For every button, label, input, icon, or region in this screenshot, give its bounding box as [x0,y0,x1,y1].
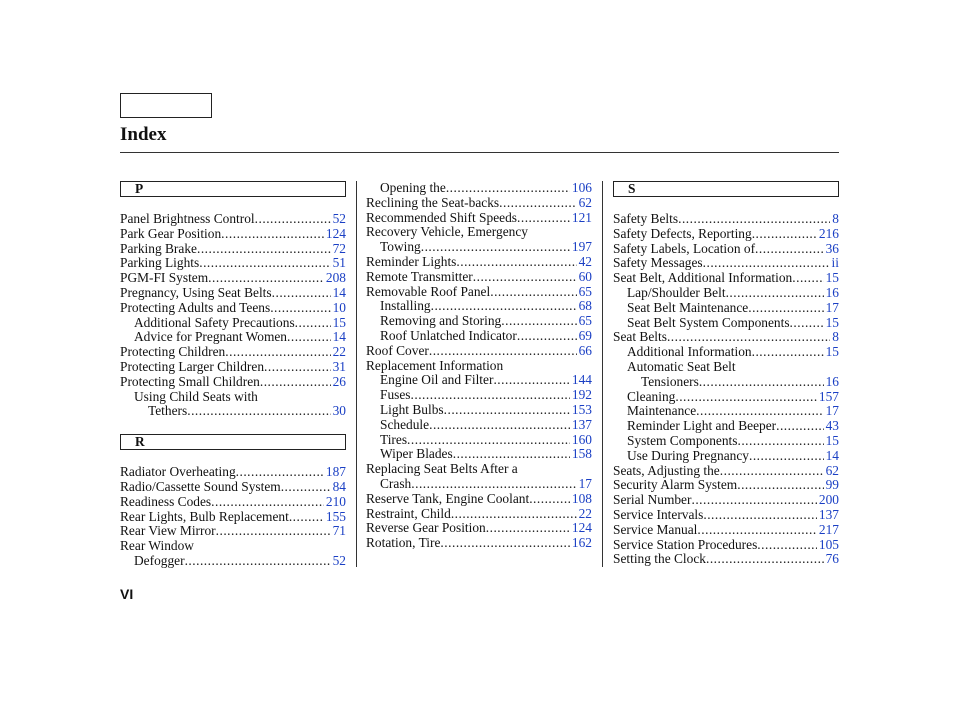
index-entry[interactable] [613,242,839,257]
entry-term: Reminder Light and Beeper [627,419,777,434]
page-link[interactable]: 14 [332,285,346,300]
entry-term: Radio/Cassette Sound System [120,479,281,494]
letter-heading: S [613,181,839,197]
index-entry[interactable] [613,538,839,553]
page-link[interactable]: 15 [825,271,839,286]
entry-term: Rear View Mirror [120,524,216,539]
index-entry[interactable] [366,403,592,418]
entry-term: Rotation, Tire [366,536,441,551]
page-link[interactable]: 105 [818,537,839,552]
index-column-3 [613,181,839,567]
entry-term: Protecting Larger Children [120,359,265,374]
page-link[interactable]: 108 [571,491,592,506]
entry-term: Rear Window [120,539,194,554]
index-entry[interactable] [120,301,346,316]
leader-dots [678,212,830,227]
index-entry[interactable] [613,508,839,523]
index-entry[interactable] [120,286,346,301]
entry-term: Automatic Seat Belt [627,359,736,374]
page-link[interactable]: 124 [571,521,592,536]
page-link[interactable]: 17 [825,300,839,315]
page-link[interactable]: 153 [571,402,592,417]
entry-term: Roof Unlatched Indicator [380,328,517,343]
index-entry[interactable] [366,477,592,492]
index-entry[interactable] [366,433,592,448]
index-entry[interactable] [613,316,839,331]
column-divider [356,181,357,567]
entry-term: Restraint, Child [366,506,451,521]
index-entry[interactable] [366,285,592,300]
entry-term: Fuses [380,388,411,403]
leader-dots [187,404,330,419]
entry-term: Recovery Vehicle, Emergency [366,225,528,240]
index-entry[interactable] [613,345,839,360]
page-link[interactable]: 30 [332,404,346,419]
index-entry[interactable] [366,521,592,536]
leader-dots [421,240,570,255]
page-link[interactable]: ii [831,256,839,271]
leader-dots [737,478,823,493]
index-entry[interactable] [366,536,592,551]
leader-dots [776,419,824,434]
index-entry[interactable] [366,196,592,211]
page-link[interactable]: 17 [825,404,839,419]
index-entry[interactable] [613,552,839,567]
index-entry[interactable] [366,388,592,403]
leader-dots [236,465,324,480]
entry-term: Additional Safety Precautions [134,315,295,330]
leader-dots [264,360,331,375]
index-column-2 [366,181,592,551]
entry-term: Installing [380,299,431,314]
leader-dots [221,227,324,242]
letter-heading: R [120,434,346,450]
index-entry [613,360,839,375]
leader-dots [755,242,824,257]
entry-term: Additional Information [627,345,752,360]
entry-term: Schedule [380,417,430,432]
index-entry[interactable] [120,495,346,510]
page-link[interactable]: 42 [578,254,592,269]
index-entry[interactable] [613,523,839,538]
entry-term: Rear Lights, Bulb Replacement [120,509,289,524]
entry-term: Seat Belt System Components [627,315,790,330]
entry-term: Removable Roof Panel [366,284,491,299]
index-entry[interactable] [120,404,346,419]
index-entry[interactable] [120,316,346,331]
index-entry[interactable] [120,256,346,271]
entry-term: Service Intervals [613,507,704,522]
entry-term: Maintenance [627,404,697,419]
page-link[interactable]: 26 [332,374,346,389]
entry-term: Security Alarm System [613,478,738,493]
leader-dots [691,493,816,508]
page-link[interactable]: 160 [571,432,592,447]
page-link[interactable]: 22 [578,506,592,521]
index-entry[interactable] [613,478,839,493]
leader-dots [407,433,570,448]
entry-term: Cleaning [627,389,676,404]
leader-dots [429,418,570,433]
page-link[interactable]: 187 [325,465,346,480]
index-entry[interactable] [366,240,592,255]
index-entry[interactable] [120,554,346,569]
entry-term: Light Bulbs [380,402,444,417]
entry-term: Tires [380,432,408,447]
page-link[interactable]: 60 [578,269,592,284]
page-link[interactable]: 155 [325,509,346,524]
leader-dots [752,345,824,360]
index-entry[interactable] [366,373,592,388]
page-link[interactable]: 62 [578,195,592,210]
leader-dots [225,345,330,360]
entry-term: Reverse Gear Position [366,521,486,536]
index-entry[interactable] [120,510,346,525]
index-entry[interactable] [366,344,592,359]
page-link[interactable]: 137 [571,417,592,432]
page-link[interactable]: 162 [571,536,592,551]
page-link[interactable]: 16 [825,374,839,389]
page-link[interactable]: 216 [818,226,839,241]
index-entry [120,539,346,554]
entry-term: Pregnancy, Using Seat Belts [120,285,272,300]
leader-dots [272,286,331,301]
page-link[interactable]: 158 [571,447,592,462]
page-link[interactable]: 137 [818,507,839,522]
page-link[interactable]: 65 [578,284,592,299]
leader-dots [699,375,824,390]
page-link[interactable]: 17 [578,476,592,491]
leader-dots [270,301,330,316]
index-entry[interactable] [120,212,346,227]
page-link[interactable]: 210 [325,494,346,509]
leader-dots [529,492,570,507]
page-title: Index [120,124,167,145]
page-link[interactable]: 71 [332,524,346,539]
entry-term: Protecting Small Children [120,374,260,389]
page-link[interactable]: 69 [578,328,592,343]
entry-term: Seats, Adjusting the [613,463,720,478]
leader-dots [720,464,824,479]
index-entry[interactable] [366,211,592,226]
leader-dots [486,521,570,536]
page-link[interactable]: 14 [332,330,346,345]
entry-term: Wiper Blades [380,447,453,462]
leader-dots [703,256,830,271]
index-entry [366,462,592,477]
page-link[interactable]: 22 [332,345,346,360]
leader-dots [208,271,324,286]
page-link[interactable]: 217 [818,522,839,537]
index-entry[interactable] [613,301,839,316]
entry-term: Safety Messages [613,256,703,271]
index-entry[interactable] [120,480,346,495]
leader-dots [499,196,576,211]
index-entry [366,225,592,240]
page-link[interactable]: 72 [332,241,346,256]
index-entry[interactable] [613,434,839,449]
index-entry[interactable] [613,449,839,464]
leader-dots [260,375,331,390]
page-link[interactable]: 200 [818,493,839,508]
leader-dots [287,330,331,345]
index-entry[interactable] [613,390,839,405]
page-link[interactable]: 99 [825,478,839,493]
leader-dots [490,285,576,300]
entry-term: Safety Labels, Location of [613,241,756,256]
page-link[interactable]: 121 [571,210,592,225]
page-number: VI [120,586,134,602]
leader-dots [440,536,569,551]
leader-dots [446,181,570,196]
leader-dots [696,404,823,419]
entry-term: Tensioners [641,374,699,389]
entry-term: Setting the Clock [613,552,706,567]
page-link[interactable]: 76 [825,552,839,567]
page-link[interactable]: 144 [571,373,592,388]
page-link[interactable]: 62 [825,463,839,478]
index-entry[interactable] [613,375,839,390]
index-entry[interactable] [120,524,346,539]
index-entry[interactable] [120,360,346,375]
entry-term: Engine Oil and Filter [380,373,494,388]
index-entry[interactable] [366,447,592,462]
index-entry[interactable] [366,314,592,329]
leader-dots [255,212,331,227]
leader-dots [517,329,577,344]
index-entry[interactable] [613,464,839,479]
page-link[interactable]: 106 [571,181,592,195]
leader-dots [431,299,577,314]
leader-dots [411,477,576,492]
page-link[interactable]: 124 [325,226,346,241]
entry-term: Service Station Procedures [613,537,758,552]
index-entry[interactable] [120,330,346,345]
index-entry[interactable] [613,330,839,345]
page-link[interactable]: 84 [332,479,346,494]
index-entry[interactable] [613,256,839,271]
entry-term: Parking Lights [120,256,200,271]
leader-dots [456,255,576,270]
leader-dots [792,271,823,286]
page-link[interactable]: 15 [825,315,839,330]
entry-term: Seat Belts [613,330,667,345]
index-entry[interactable] [120,375,346,390]
leader-dots [281,480,331,495]
leader-dots [757,538,817,553]
index-entry[interactable] [120,242,346,257]
page-link[interactable]: 15 [332,315,346,330]
leader-dots [473,270,577,285]
index-entry[interactable] [120,345,346,360]
entry-term: Seat Belt Maintenance [627,300,749,315]
entry-term: Readiness Codes [120,494,212,509]
index-entry[interactable] [366,492,592,507]
page-link[interactable]: 52 [332,212,346,226]
entry-term: Use During Pregnancy [627,448,749,463]
leader-dots [295,316,331,331]
entry-term: Parking Brake [120,241,197,256]
leader-dots [752,227,817,242]
index-entry[interactable] [613,419,839,434]
page-link[interactable]: 14 [825,448,839,463]
leader-dots [501,314,576,329]
leader-dots [211,495,324,510]
entry-term: Recommended Shift Speeds [366,210,517,225]
index-entry[interactable] [366,181,592,196]
page-link[interactable]: 8 [832,212,839,226]
entry-term: Protecting Adults and Teens [120,300,271,315]
index-entry[interactable] [613,227,839,242]
index-entry[interactable] [613,212,839,227]
entry-term: Tethers [148,404,188,419]
index-entry[interactable] [613,493,839,508]
leader-dots [749,449,824,464]
index-entry[interactable] [366,507,592,522]
page-link[interactable]: 192 [571,388,592,403]
page-link[interactable]: 31 [332,359,346,374]
leader-dots [703,508,817,523]
leader-dots [199,256,330,271]
leader-dots [493,373,569,388]
leader-dots [667,330,830,345]
page-link[interactable]: 197 [571,240,592,255]
leader-dots [216,524,331,539]
leader-dots [185,554,331,569]
page-link[interactable]: 65 [578,314,592,329]
entry-term: Serial Number [613,493,692,508]
entry-term: Replacement Information [366,358,504,373]
page-link[interactable]: 16 [825,285,839,300]
section-gap [120,419,346,434]
index-entry[interactable] [366,270,592,285]
column-divider [602,181,603,567]
index-entry[interactable] [613,271,839,286]
entry-term: Removing and Storing [380,314,502,329]
page-link[interactable]: 43 [825,419,839,434]
page-link[interactable]: 8 [832,330,839,345]
page-link[interactable]: 208 [325,271,346,286]
entry-term: Opening the [380,181,446,195]
entry-term: Roof Cover [366,343,429,358]
index-entry[interactable] [120,271,346,286]
leader-dots [790,316,824,331]
index-entry[interactable] [613,404,839,419]
index-entry [120,390,346,405]
entry-term: Panel Brightness Control [120,212,255,226]
leader-dots [748,301,823,316]
index-entry[interactable] [613,286,839,301]
leader-dots [289,510,324,525]
index-entry[interactable] [366,329,592,344]
entry-term: Reclining the Seat-backs [366,195,500,210]
letter-heading: P [120,181,346,197]
entry-term: Towing [380,240,421,255]
index-entry[interactable] [366,299,592,314]
leader-dots [675,390,817,405]
leader-dots [697,523,817,538]
section-tab-box [120,93,212,118]
index-entry[interactable] [120,227,346,242]
index-entry[interactable] [366,418,592,433]
entry-term: Park Gear Position [120,226,222,241]
leader-dots [451,507,577,522]
leader-dots [197,242,331,257]
entry-term: Lap/Shoulder Belt [627,285,726,300]
page-link[interactable]: 51 [332,256,346,271]
entry-term: Advice for Pregnant Women [134,330,287,345]
page-link[interactable]: 68 [578,299,592,314]
entry-term: Service Manual [613,522,698,537]
leader-dots [726,286,824,301]
page-link[interactable]: 52 [332,553,346,568]
page-link[interactable]: 66 [578,343,592,358]
title-rule [120,152,839,153]
leader-dots [444,403,570,418]
page-link[interactable]: 15 [825,345,839,360]
entry-term: Using Child Seats with [134,389,258,404]
index-entry[interactable] [366,255,592,270]
leader-dots [411,388,570,403]
entry-term: Seat Belt, Additional Information [613,271,793,286]
entry-term: System Components [627,433,738,448]
index-entry[interactable] [120,465,346,480]
page-link[interactable]: 15 [825,433,839,448]
leader-dots [737,434,823,449]
entry-term: Defogger [134,553,185,568]
leader-dots [429,344,577,359]
page-link[interactable]: 157 [818,389,839,404]
entry-term: Remote Transmitter [366,269,473,284]
entry-term: Radiator Overheating [120,465,236,480]
entry-term: Safety Belts [613,212,679,226]
entry-term: Crash [380,476,412,491]
index-entry [366,359,592,374]
entry-term: Safety Defects, Reporting [613,226,752,241]
entry-term: Reminder Lights [366,254,457,269]
entry-term: Replacing Seat Belts After a [366,462,518,477]
page-link[interactable]: 36 [825,241,839,256]
leader-dots [517,211,570,226]
entry-term: Reserve Tank, Engine Coolant [366,491,530,506]
page-link[interactable]: 10 [332,300,346,315]
entry-term: PGM-FI System [120,271,209,286]
leader-dots [706,552,824,567]
entry-term: Protecting Children [120,345,226,360]
leader-dots [453,447,570,462]
index-column-1 [120,181,346,569]
